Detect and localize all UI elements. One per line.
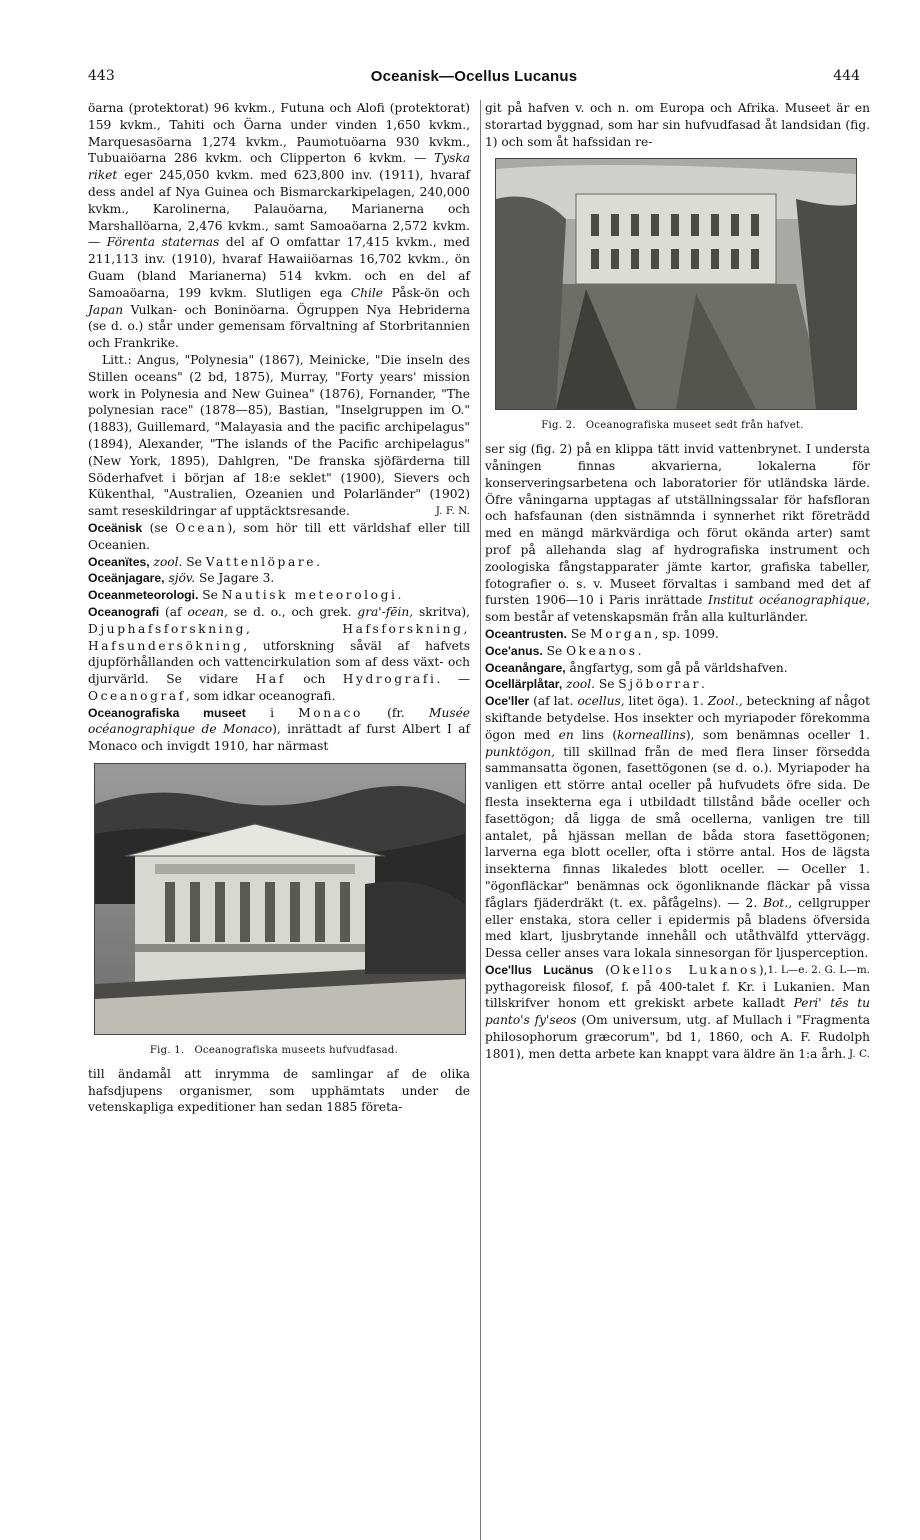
paragraph-museum-continued: ser sig (fig. 2) på en klippa tätt invid vattenbrynet. I understa våningen finnas akvarierna, lokalerna för konserveringsarbetena och laboratorier för utländska lärde. Öfre våningarna upptagas af utställningssalar för hafsfloran och hafsfaunan (den sistnämnda i synnerhet rikt företrädd med en mängd märkvärdiga och förut okända arter) samt prof på allehanda slag af hydrografiska instrument och zoologiska fångstapparater jämte kartor, grafiska tabeller, fotografier o. s. v. Museet förvaltas i samband med det af fursten 1906—10 i Paris inrättade Institut océanographique, som består af vetenskapsmän från alla kulturländer.: [485, 442, 870, 625]
entry-oceanus: Oce'anus. Se Okeanos.: [485, 643, 642, 658]
running-title: Oceanisk—Ocellus Lucanus: [370, 68, 578, 85]
headword: Oceänjagare,: [88, 571, 165, 586]
entry-oceanjagare: Oceänjagare, sjöv. Se Jagare 3.: [88, 571, 275, 586]
paragraph-museum-description: git på hafven v. och n. om Europa och Afrika. Museet är en storartad byggnad, som har sin hufvudfasad åt landsidan (fig. 1) och som åt hafssidan re-: [485, 101, 870, 149]
left-column: [88, 100, 470, 1116]
right-column: [485, 100, 870, 1063]
entry-oceantrusten: Oceantrusten. Se Morgan, sp. 1099.: [485, 626, 719, 641]
headword: Oceanografiska museet: [88, 705, 246, 720]
entry-oceanografi: Oceanografi (af ocean, se d. o., och grek. gra'-fēin, skritva), Djuphafsforskning, Hafsforskning, Hafsundersökning, utforskning såväl af hafvets djupförhållanden och vattencirkulation som af dess växt- och djurvärld. Se vidare Haf och Hydrografi. — Oceanograf, som idkar oceanografi.: [88, 604, 471, 703]
page-header: [88, 68, 860, 92]
headword: Ocellärplåtar,: [485, 677, 563, 692]
figure-1: [88, 763, 470, 1060]
headword: Oceänisk: [88, 520, 143, 535]
author-signature: J. C.: [848, 1047, 870, 1060]
headword: Oceanografi: [88, 604, 160, 619]
museum-sea-view-photo: [495, 158, 857, 410]
entry-oceanmeteorologi: Oceanmeteorologi. Se Nautisk meteorologi.: [88, 588, 402, 603]
entry-ocellarplatar: Ocellärplåtar, zool. Se Sjöborrar.: [485, 677, 705, 692]
headword: Oce'llus Lucänus: [485, 962, 594, 977]
headword: Oceanmeteorologi.: [88, 588, 199, 603]
figure-1-caption: Fig. 1. Oceanografiska museets hufvudfasad.: [149, 1045, 399, 1057]
entry-oceanisk: Oceänisk (se Ocean), som hör till ett världshaf eller till Oceanien.: [88, 520, 471, 552]
entry-oceanites: Oceanïtes, zool. Se Vattenlöpare.: [88, 554, 320, 569]
entry-ocellus-lucanus: Oce'llus Lucänus (Okellos Lukanos), pythagoreisk filosof, f. på 400-talet f. Kr. i Lukanien. Man tillskrifver honom ett grekiskt arbete kalladt Peri' tēs tu panto's fy'seos (Om universum, utg. af Mullach i "Fragmenta philosophorum græcorum", bd 1, 1860, och A. F. Rudolph 1801), men detta arbete kan knappt vara äldre än 1:a årh. J. C.: [485, 962, 871, 1061]
column-divider: [480, 100, 481, 1540]
figure-2: [485, 158, 870, 435]
entry-oceanografiska-museet: Oceanografiska museet i Monaco (fr. Musée océanographique de Monaco), inrättadt af furst Albert I af Monaco och invigdt 1910, har närmast: [88, 705, 470, 754]
figure-2-caption: Fig. 2. Oceanografiska museet sedt från hafvet.: [541, 420, 804, 432]
headword: Oceanïtes,: [88, 554, 150, 569]
page-number-right: 444: [833, 68, 860, 84]
entry-oceller: Oce'ller (af lat. ocellus, litet öga). 1. Zool., beteckning af något skiftande betydelse. Hos insekter och myriapoder förekomma ögon med en lins (korneallins), som benämnas oceller 1. punktögon, till skillnad från de med flera linser försedda sammansatta ögonen, fasettögonen (se d. o.). Myriapoder ha vanligen ett större antal oceller på hufvudets öfre sida. De flesta insekterna ega i utbildadt tillstånd både oceller och fasettögon; då ligga de små ocellerna, vanligen tre till antalet, på hjässan mellan de båda stora fasettögonen; larverna ega blott oceller, ofta i större antal. Hos de lägsta insekterna finnas likaledes blott oceller. — Oceller 1. "ögonfläckar" benämnas ock ögonliknande fläckar på vissa fåglars fjäderdräkt (t. ex. påfågelns). — 2. Bot., cellgrupper eller enstaka, stora celler i epidermis på bladens öfversida med klart, ljusbrytande innehåll och utåthvälfd yttervägg. Dessa celler anses vara lokala sinnesorgan för ljusperception. 1. L—e. 2. G. L—m.: [485, 693, 870, 962]
headword: Oceantrusten.: [485, 626, 567, 641]
literature-paragraph: Litt.: Angus, "Polynesia" (1867), Meinicke, "Die inseln des Stillen oceans" (2 bd, 1875), Murray, "Forty years' mission work in Polynesia and New Guinea" (1876), Fornander, "The polynesian race" (1878—85), Bastian, "Inselgruppen im O." (1883), Guillemard, "Malayasia and the pacific archipelagus" (1894), Alexander, "The islands of the Pacific archipelagus" (New York, 1895), Dahlgren, "De franska sjöfärderna till Söderhafvet i början af 18:e seklet" (1900), Sievers och Kükenthal, "Australien, Ozeanien und Polarländer" (1902) samt reseskildringar af upptäcktsresande. J. F. N.: [88, 352, 470, 519]
headword: Oce'ller: [485, 694, 530, 709]
author-signature: J. F. N.: [435, 505, 470, 518]
paragraph-continuation: till ändamål att inrymma de samlingar af de olika hafsdjupens organismer, som upphämtats under de vetenskapliga expeditioner han sedan 1885 företa-: [88, 1066, 470, 1115]
entry-oceanangare: Oceanångare, ångfartyg, som gå på världshafven.: [485, 660, 788, 675]
paragraph-oceanien-territories: öarna (protektorat) 96 kvkm., Futuna och Alofi (protektorat) 159 kvkm., Tahiti och Öarna under vinden 1,650 kvkm., Marquesasöarna 1,274 kvkm., Paumotuöarna 930 kvkm., Tubuaiöarna 286 kvkm. och Clipperton 6 kvkm. — Tyska riket eger 245,050 kvkm. med 623,800 inv. (1911), hvaraf dess andel af Nya Guinea och Bismarckarkipelagen, 240,000 kvkm., Karolinerna, Palauöarna, Marianerna och Marshallöarna, 2,476 kvkm., samt Samoaöarna 2,572 kvkm. — Förenta staternas del af O omfattar 17,415 kvkm., med 211,113 inv. (1910), hvaraf Hawaiiöarnas 16,702 kvkm., ön Guam (bland Marianerna) 514 kvkm. och en del af Samoaöarna, 199 kvkm. Slutligen ega Chile Påsk-ön och Japan Vulkan- och Boninöarna. Ögruppen Nya Hebriderna (se d. o.) står under gemensam förvaltning af Storbritannien och Frankrike.: [88, 101, 471, 351]
page-number-left: 443: [88, 68, 115, 84]
author-signature: 1. L—e. 2. G. L—m.: [767, 963, 870, 976]
headword: Oce'anus.: [485, 643, 543, 658]
headword: Oceanångare,: [485, 660, 566, 675]
museum-facade-photo: [94, 763, 466, 1035]
